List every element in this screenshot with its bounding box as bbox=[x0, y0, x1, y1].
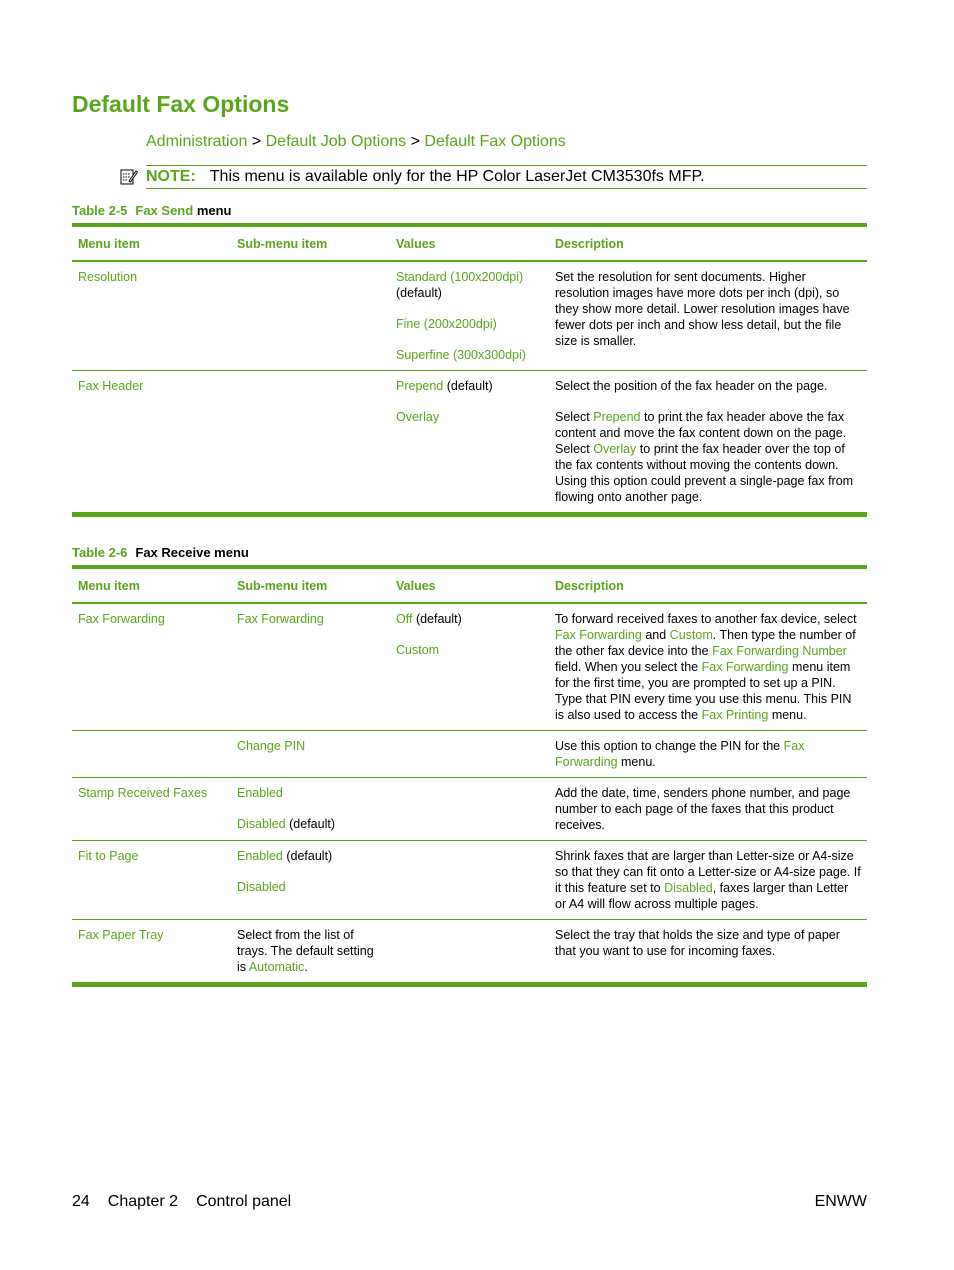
description-text: field. When you select the bbox=[555, 660, 699, 674]
description-text: Use this option to change the PIN for the bbox=[555, 739, 781, 753]
menu-item-stamp-received-faxes[interactable]: Stamp Received Faxes bbox=[72, 778, 231, 841]
description-text: . Then type the number of the other fax device into the bbox=[555, 628, 856, 658]
values-cell bbox=[390, 261, 549, 371]
value-default-tag: (default) bbox=[286, 849, 333, 863]
menu-item-fit-to-page[interactable]: Fit to Page bbox=[72, 841, 231, 920]
sub-menu-cell bbox=[231, 261, 390, 371]
description-stamp-received-faxes: Add the date, time, senders phone number, and page number to each page of the faxes that this product receives. bbox=[549, 778, 867, 841]
description-resolution: Set the resolution for sent documents. Higher resolution images have more dots per inch (dpi), so they show more detail. Lower resolution images have fewer dots per inch and show less detail, but the file size is smaller. bbox=[549, 261, 867, 371]
value-default-tag: (default) bbox=[289, 817, 335, 831]
value-overlay[interactable]: Overlay bbox=[396, 410, 440, 424]
footer-page-number: 24 bbox=[72, 1193, 90, 1210]
breadcrumb-administration[interactable]: Administration bbox=[146, 133, 248, 150]
description-fit-to-page bbox=[549, 841, 867, 920]
menu-item-fax-paper-tray[interactable]: Fax Paper Tray bbox=[72, 920, 231, 985]
table-row bbox=[72, 778, 867, 841]
inline-link-fax-forwarding[interactable]: Fax Forwarding bbox=[701, 660, 789, 674]
table-caption-link[interactable]: Fax Send bbox=[135, 203, 194, 218]
footer-chapter: Chapter 2 bbox=[107, 1193, 179, 1210]
inline-link-fax-forwarding-number[interactable]: Fax Forwarding Number bbox=[712, 644, 847, 658]
header-menu-item: Menu item bbox=[72, 225, 231, 261]
note-text bbox=[146, 168, 705, 186]
description-text: menu. bbox=[771, 708, 807, 722]
sub-menu-fax-paper-tray bbox=[231, 920, 390, 985]
table-row bbox=[72, 841, 867, 920]
table-row bbox=[72, 261, 867, 371]
header-description: Description bbox=[549, 567, 867, 603]
values-cell bbox=[390, 603, 549, 731]
note-label: NOTE: bbox=[146, 168, 196, 185]
header-values: Values bbox=[390, 567, 549, 603]
value-default-tag: (default) bbox=[415, 612, 462, 626]
menu-item-fax-forwarding[interactable]: Fax Forwarding bbox=[72, 603, 231, 731]
inline-link-automatic[interactable]: Automatic bbox=[248, 960, 305, 974]
inline-link-overlay[interactable]: Overlay bbox=[593, 442, 637, 456]
header-description: Description bbox=[549, 225, 867, 261]
value-off[interactable]: Off bbox=[396, 612, 413, 626]
description-change-pin bbox=[549, 731, 867, 778]
breadcrumb-default-job-options[interactable]: Default Job Options bbox=[265, 133, 407, 150]
table-number: Table 2-6 bbox=[72, 545, 128, 560]
value-standard[interactable]: Standard (100x200dpi) bbox=[396, 270, 524, 284]
note-box bbox=[118, 165, 867, 189]
inline-link-disabled[interactable]: Disabled bbox=[664, 881, 713, 895]
header-values: Values bbox=[390, 225, 549, 261]
footer-section: Control panel bbox=[196, 1193, 292, 1210]
table-caption-fax-receive bbox=[72, 545, 249, 560]
value-custom[interactable]: Custom bbox=[396, 643, 440, 657]
sub-menu-enabled[interactable]: Enabled bbox=[237, 786, 283, 800]
breadcrumb-default-fax-options[interactable]: Default Fax Options bbox=[424, 133, 566, 150]
note-rule-bottom bbox=[146, 188, 867, 189]
description-fax-forwarding bbox=[549, 603, 867, 731]
values-cell bbox=[390, 778, 549, 841]
table-caption-suffix: menu bbox=[196, 203, 232, 218]
note-rule-top bbox=[146, 165, 867, 166]
table-number: Table 2-5 bbox=[72, 203, 128, 218]
inline-link-fax-forwarding[interactable]: Fax Forwarding bbox=[555, 628, 642, 642]
values-cell bbox=[390, 841, 549, 920]
sub-menu-fax-forwarding[interactable]: Fax Forwarding bbox=[231, 603, 390, 731]
note-pencil-icon bbox=[120, 168, 138, 186]
sub-menu-cell bbox=[231, 371, 390, 515]
table-header-row bbox=[72, 567, 867, 603]
sub-menu-cell bbox=[231, 778, 390, 841]
description-text: and bbox=[645, 628, 667, 642]
description-fax-header bbox=[549, 371, 867, 515]
fax-send-table bbox=[72, 223, 867, 517]
header-sub-menu-item: Sub-menu item bbox=[231, 225, 390, 261]
table-caption-text: Fax Receive menu bbox=[135, 545, 249, 560]
breadcrumb-separator: > bbox=[251, 133, 262, 150]
sub-menu-enabled[interactable]: Enabled bbox=[237, 849, 283, 863]
description-text: to print the fax header above the fax content and move the fax content down on the page. Select bbox=[555, 410, 847, 456]
sub-menu-disabled[interactable]: Disabled bbox=[237, 880, 286, 894]
sub-menu-text: . bbox=[304, 960, 308, 974]
inline-link-prepend[interactable]: Prepend bbox=[593, 410, 641, 424]
inline-link-fax-printing[interactable]: Fax Printing bbox=[701, 708, 769, 722]
table-header-row bbox=[72, 225, 867, 261]
sub-menu-disabled[interactable]: Disabled bbox=[237, 817, 286, 831]
page-footer bbox=[72, 1193, 867, 1211]
table-row bbox=[72, 920, 867, 985]
values-cell bbox=[390, 920, 549, 985]
value-default-tag: (default) bbox=[446, 379, 493, 393]
value-fine[interactable]: Fine (200x200dpi) bbox=[396, 317, 497, 331]
values-cell bbox=[390, 371, 549, 515]
note-message: This menu is available only for the HP Color LaserJet CM3530fs MFP. bbox=[209, 168, 705, 185]
page-title: Default Fax Options bbox=[72, 91, 290, 117]
menu-item-fax-header[interactable]: Fax Header bbox=[72, 371, 231, 515]
footer-left bbox=[72, 1193, 867, 1211]
header-sub-menu-item: Sub-menu item bbox=[231, 567, 390, 603]
breadcrumb-separator: > bbox=[410, 133, 420, 150]
menu-item-resolution[interactable]: Resolution bbox=[72, 261, 231, 371]
sub-menu-cell bbox=[231, 841, 390, 920]
sub-menu-change-pin[interactable]: Change PIN bbox=[231, 731, 390, 778]
menu-item-cell bbox=[72, 731, 231, 778]
table-row bbox=[72, 731, 867, 778]
inline-link-fax-forwarding[interactable]: Fax Forwarding bbox=[555, 739, 805, 769]
description-fax-paper-tray: Select the tray that holds the size and type of paper that you want to use for incoming faxes. bbox=[549, 920, 867, 985]
description-text: Select bbox=[555, 410, 590, 424]
table-row bbox=[72, 603, 867, 731]
description-text: Shrink faxes that are larger than Letter-size or A4-size so that they can fit onto a Letter-size or A4-size page. If it this feature set to bbox=[555, 849, 861, 895]
value-default-tag: (default) bbox=[396, 286, 442, 300]
description-text: , faxes larger than Letter or A4 will flow across multiple pages. bbox=[555, 881, 849, 911]
value-prepend[interactable]: Prepend bbox=[396, 379, 444, 393]
sub-menu-text: Select from the list of trays. The default setting is bbox=[237, 928, 374, 974]
breadcrumb bbox=[146, 133, 566, 151]
footer-right: ENWW bbox=[814, 1193, 867, 1210]
fax-receive-table bbox=[72, 565, 867, 987]
description-text: Select the position of the fax header on the page. bbox=[555, 379, 828, 393]
values-cell bbox=[390, 731, 549, 778]
description-text: To forward received faxes to another fax device, select bbox=[555, 612, 857, 626]
description-text: menu item for the first time, you are prompted to set up a PIN. Type that PIN every time you use this menu. This PIN is also used to access the bbox=[555, 660, 852, 722]
description-text: to print the fax header over the top of the fax contents without moving the contents down. Using this option could prevent a single-page fax from flowing onto another page. bbox=[555, 442, 854, 504]
header-menu-item: Menu item bbox=[72, 567, 231, 603]
table-caption-fax-send bbox=[72, 203, 231, 218]
table-row bbox=[72, 371, 867, 515]
value-superfine[interactable]: Superfine (300x300dpi) bbox=[396, 348, 526, 362]
inline-link-custom[interactable]: Custom bbox=[669, 628, 713, 642]
description-text: menu. bbox=[621, 755, 656, 769]
